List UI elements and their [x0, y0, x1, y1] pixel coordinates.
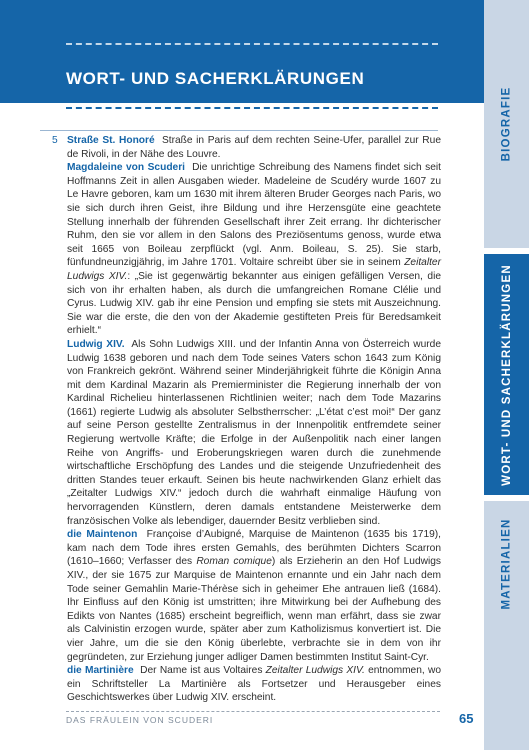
tab-materialien-label: MATERIALIEN — [500, 518, 513, 609]
glossary-definition: Die unrichtige Schreibung des Namens findet sich seit Hoffmanns Zeit in allen Ausgaben wieder. Madeleine de Scudéry wurde 1607 zu Le Havre geboren, kam um 1630 mit ihrem älteren Bruder Georges nach Paris, wo sie sich durch ihren Geist, ihre Bildung und ihre Herzensgüte eine geachtete Stellung innerhalb der führenden Gesellschaft ihrer Zeit errang. Ihr dichterischer Ruhm, den sie vor allem in den Salons des Preziösentums genoss, wurde etwa seit 1665 von Boileau zerpflückt (vgl. Anm. Boileau, S. 25). Sie starb, fünfundneunzigjährig, im Jahre 1701. Voltaire schreibt über sie in seinem — [67, 162, 442, 269]
tab-biografie[interactable] — [484, 0, 529, 248]
chapter-header — [0, 0, 484, 103]
glossary-term: Magdaleine von Scuderi — [67, 162, 186, 174]
glossary-entry — [67, 528, 441, 664]
glossary-term: Straße St. Honoré — [67, 135, 155, 146]
glossary-definition: Der Name ist aus Voltaires — [140, 665, 266, 677]
chapter-title: WORT- UND SACHERKLÄRUNGEN — [66, 69, 365, 88]
glossary-italic-title: Zeitalter Ludwigs XIV. — [265, 665, 365, 677]
glossary-entry — [67, 664, 441, 705]
glossary-italic-title: Zeitalter Ludwigs XIV. — [67, 257, 441, 282]
tab-wort-und-sacherklaerungen[interactable] — [484, 254, 529, 495]
tab-materialien[interactable] — [484, 501, 529, 626]
tab-biografie-label: BIOGRAFIE — [500, 86, 513, 162]
glossary-entry — [67, 161, 441, 338]
glossary-term: die Martinière — [67, 665, 134, 677]
line-number: 5 — [52, 135, 58, 146]
footer-rule — [66, 711, 440, 712]
running-footer-title: DAS FRÄULEIN VON SCUDERI — [66, 715, 214, 725]
glossary-term: Ludwig XIV. — [67, 338, 125, 350]
glossary-definition-cont: entnommen, wo ein Schriftsteller La Martinière als Fortsetzer und Herausgeber eines Geschichtswerkes über Ludwig XIV. erscheint. — [67, 665, 441, 704]
glossary-definition-cont: ) als Erzieherin an den Hof Ludwigs XIV., der sie 1675 zur Marquise de Maintenon ernannte und ein Jahr nach dem Tode seiner Gemahlin Marie-Thérèse sich in geheimer Ehe antrauen ließ (1684). Ihr Einfluss auf den König ist umstritten; ihre Mitwirkung bei der Aufhebung des Edikts von Nantes (1685) erscheint begreiflich, wenn man erfährt, dass sie zwar als Calvinistin erzogen wurde, später aber zum Katholizismus konvertiert ist. Die vier Jahre, um die sie den König überlebte, verbrachte sie in dem von ihr gegründeten, zur Erziehung junger adliger Damen bestimmten Institut Saint-Cyr. — [67, 556, 441, 663]
glossary-entry — [67, 338, 441, 528]
glossary-content — [67, 134, 441, 705]
header-dashed-rule-below — [66, 107, 438, 109]
glossary-entry — [67, 134, 441, 161]
page-number: 65 — [459, 711, 474, 726]
glossary-definition: Straße in Paris auf dem rechten Seine-Ufer, parallel zur Rue de Rivoli, in der Nähe des Louvre. — [67, 135, 441, 160]
glossary-italic-title: Roman comique — [196, 556, 272, 568]
header-dashed-rule — [66, 43, 438, 45]
line-number-rule — [40, 130, 62, 131]
glossary-definition: Als Sohn Ludwigs XIII. und der Infantin Anna von Österreich wurde Ludwig 1638 geboren und nach dem Tode seines Vaters schon 1643 zum König von Frankreich gekrönt. Während seiner Minderjährigkeit führte die Königin Anna mit dem Kardinal Mazarin als Premierminister die Regierung innerhalb der von Kardinal Richelieu hinterlassenen Richtlinien weiter; nach dem Tode Mazarins (1661) regierte Ludwig als absoluter Selbstherrscher: „L’état c’est moi!“ Der ganz auf seine Person gestellte Zentralismus in der Innenpolitik entfremdete seiner Regierung wertvolle Kräfte; die Erfolge in der Außenpolitik nach einer langen Reihe von Angriffs- und Eroberungskriegen waren durch die zunehmende wirtschaftliche Erschöpfung des Landes und die steigende Unzufriedenheit des dritten Standes teuer erkauft. Seinen bis heute nachwirkenden Glanz erhielt das „Zeitalter Ludwigs XIV.“ jedoch durch die wahrhaft einmalige Häufung von hervorragenden Künstlern, deren damals entstandene Meisterwerke dem französischen Volke als lebendiger, dauernder Besitz verblieben sind. — [67, 338, 441, 527]
tab-wort-und-sacherklaerungen-label: WORT- UND SACHERKLÄRUNGEN — [500, 263, 513, 486]
glossary-term: die Maintenon — [67, 529, 138, 541]
glossary-definition: Françoise d’Aubigné, Marquise de Maintenon (1635 bis 1719), kam nach dem Tode ihres ersten Gemahls, des berühmten Dichters Scarron (1610–1660; Verfasser des — [67, 529, 441, 568]
section-tabs — [484, 0, 529, 750]
glossary-definition-cont: : „Sie ist gegenwärtig bekannter aus einigen gefälligen Versen, die sich von ihr erhalten haben, als durch die umfangreichen Romane Clélie und Cyrus. Ludwig XIV. gab ihr eine Pension und empfing sie stets mit Auszeichnung. Sie war die erste, die den von der Akademie gestifteten Preis für Beredsamkeit erhielt.“ — [67, 270, 441, 337]
content-top-rule — [62, 130, 438, 131]
